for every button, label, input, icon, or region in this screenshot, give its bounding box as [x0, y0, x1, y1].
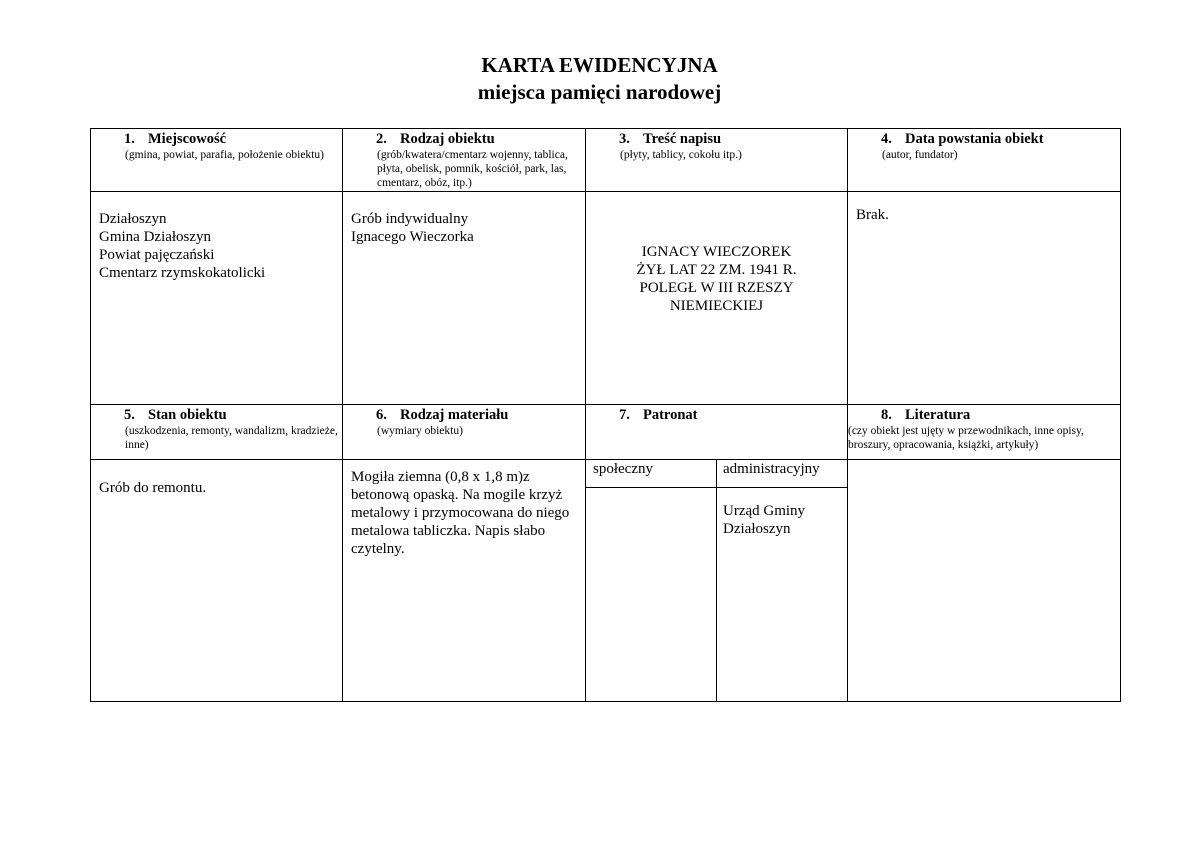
header-label: Treść napisu: [643, 131, 722, 147]
header-rodzaj-materialu: [376, 407, 576, 438]
inscription-line: POLEGŁ W III RZESZY: [639, 280, 794, 296]
header-number: 6.: [376, 407, 387, 423]
header-stan-obiektu: [124, 407, 339, 452]
value-rodzaj-materialu: Mogiła ziemna (0,8 x 1,8 m)z betonową opaską. Na mogile krzyż metalowy i przymocowana do niego metalowa tabliczka. Napis słabo czytelny.: [351, 469, 570, 557]
header-hint: (autor, fundator): [882, 149, 958, 161]
inscription-line: ŻYŁ LAT 22 ZM. 1941 R.: [636, 262, 797, 278]
value-line: Cmentarz rzymskokatolicki: [99, 265, 266, 281]
header-label: Rodzaj materiału: [400, 407, 509, 423]
column-divider: [847, 128, 848, 702]
inscription-line: IGNACY WIECZOREK: [641, 244, 792, 260]
record-table: [90, 128, 1121, 702]
column-divider: [342, 128, 343, 702]
header-number: 2.: [376, 131, 387, 147]
row-divider: [90, 191, 1121, 192]
value-line: Ignacego Wieczorka: [351, 229, 474, 245]
header-number: 3.: [619, 131, 630, 147]
inscription-line: NIEMIECKIEJ: [669, 298, 764, 314]
patronat-divider: [716, 487, 717, 702]
header-hint: (czy obiekt jest ujęty w przewodnikach, inne opisy, broszury, opracowania, książki, artykuły): [848, 425, 1084, 451]
header-patronat: [619, 407, 839, 424]
patronat-administracyjny-value: [723, 502, 843, 538]
patronat-spoleczny-label: społeczny: [593, 461, 653, 477]
header-number: 1.: [124, 131, 135, 147]
header-number: 7.: [619, 407, 630, 423]
header-label: Rodzaj obiektu: [400, 131, 495, 147]
header-data-powstania: [881, 131, 1117, 162]
header-miejscowosc: [124, 131, 334, 162]
document-title: [0, 52, 1199, 106]
value-line: Grób indywidualny: [351, 211, 469, 227]
patronat-administracyjny-label: administracyjny: [723, 461, 820, 477]
value-line: Działoszyn: [723, 521, 791, 537]
header-label: Literatura: [905, 407, 971, 423]
value-line: Działoszyn: [99, 211, 167, 227]
title-line-1: KARTA EWIDENCYJNA: [481, 53, 718, 77]
header-hint: (wymiary obiektu): [377, 425, 463, 437]
value-line: Urząd Gminy: [723, 503, 806, 519]
header-label: Patronat: [643, 407, 698, 423]
row-divider: [90, 404, 1121, 405]
value-stan-obiektu: Grób do remontu.: [99, 480, 207, 496]
header-number: 5.: [124, 407, 135, 423]
header-label: Data powstania obiekt: [905, 131, 1044, 147]
header-literatura: [848, 407, 1119, 452]
header-number: 4.: [881, 131, 892, 147]
value-line: Gmina Działoszyn: [99, 229, 212, 245]
header-number: 8.: [881, 407, 892, 423]
patronat-divider: [716, 459, 717, 487]
header-rodzaj-obiektu: [376, 131, 576, 190]
header-hint: (gmina, powiat, parafia, położenie obiektu): [125, 149, 324, 161]
header-hint: (uszkodzenia, remonty, wandalizm, kradzieże, inne): [125, 425, 338, 451]
column-divider: [585, 128, 586, 702]
value-rodzaj-obiektu: [351, 210, 581, 246]
value-line: Powiat pajęczański: [99, 247, 215, 263]
title-line-2: miejsca pamięci narodowej: [477, 80, 722, 104]
header-hint: (grób/kwatera/cmentarz wojenny, tablica, płyta, obelisk, pomnik, kościół, park, las, cmentarz, obóz, itp.): [377, 149, 568, 189]
header-label: Stan obiektu: [148, 407, 227, 423]
header-label: Miejscowość: [148, 131, 227, 147]
header-tresc-napisu: [619, 131, 839, 162]
header-hint: (płyty, tablicy, cokołu itp.): [620, 149, 742, 161]
value-tresc-napisu: [586, 243, 847, 315]
value-miejscowosc: [99, 210, 334, 282]
value-data-powstania: Brak.: [856, 207, 889, 223]
